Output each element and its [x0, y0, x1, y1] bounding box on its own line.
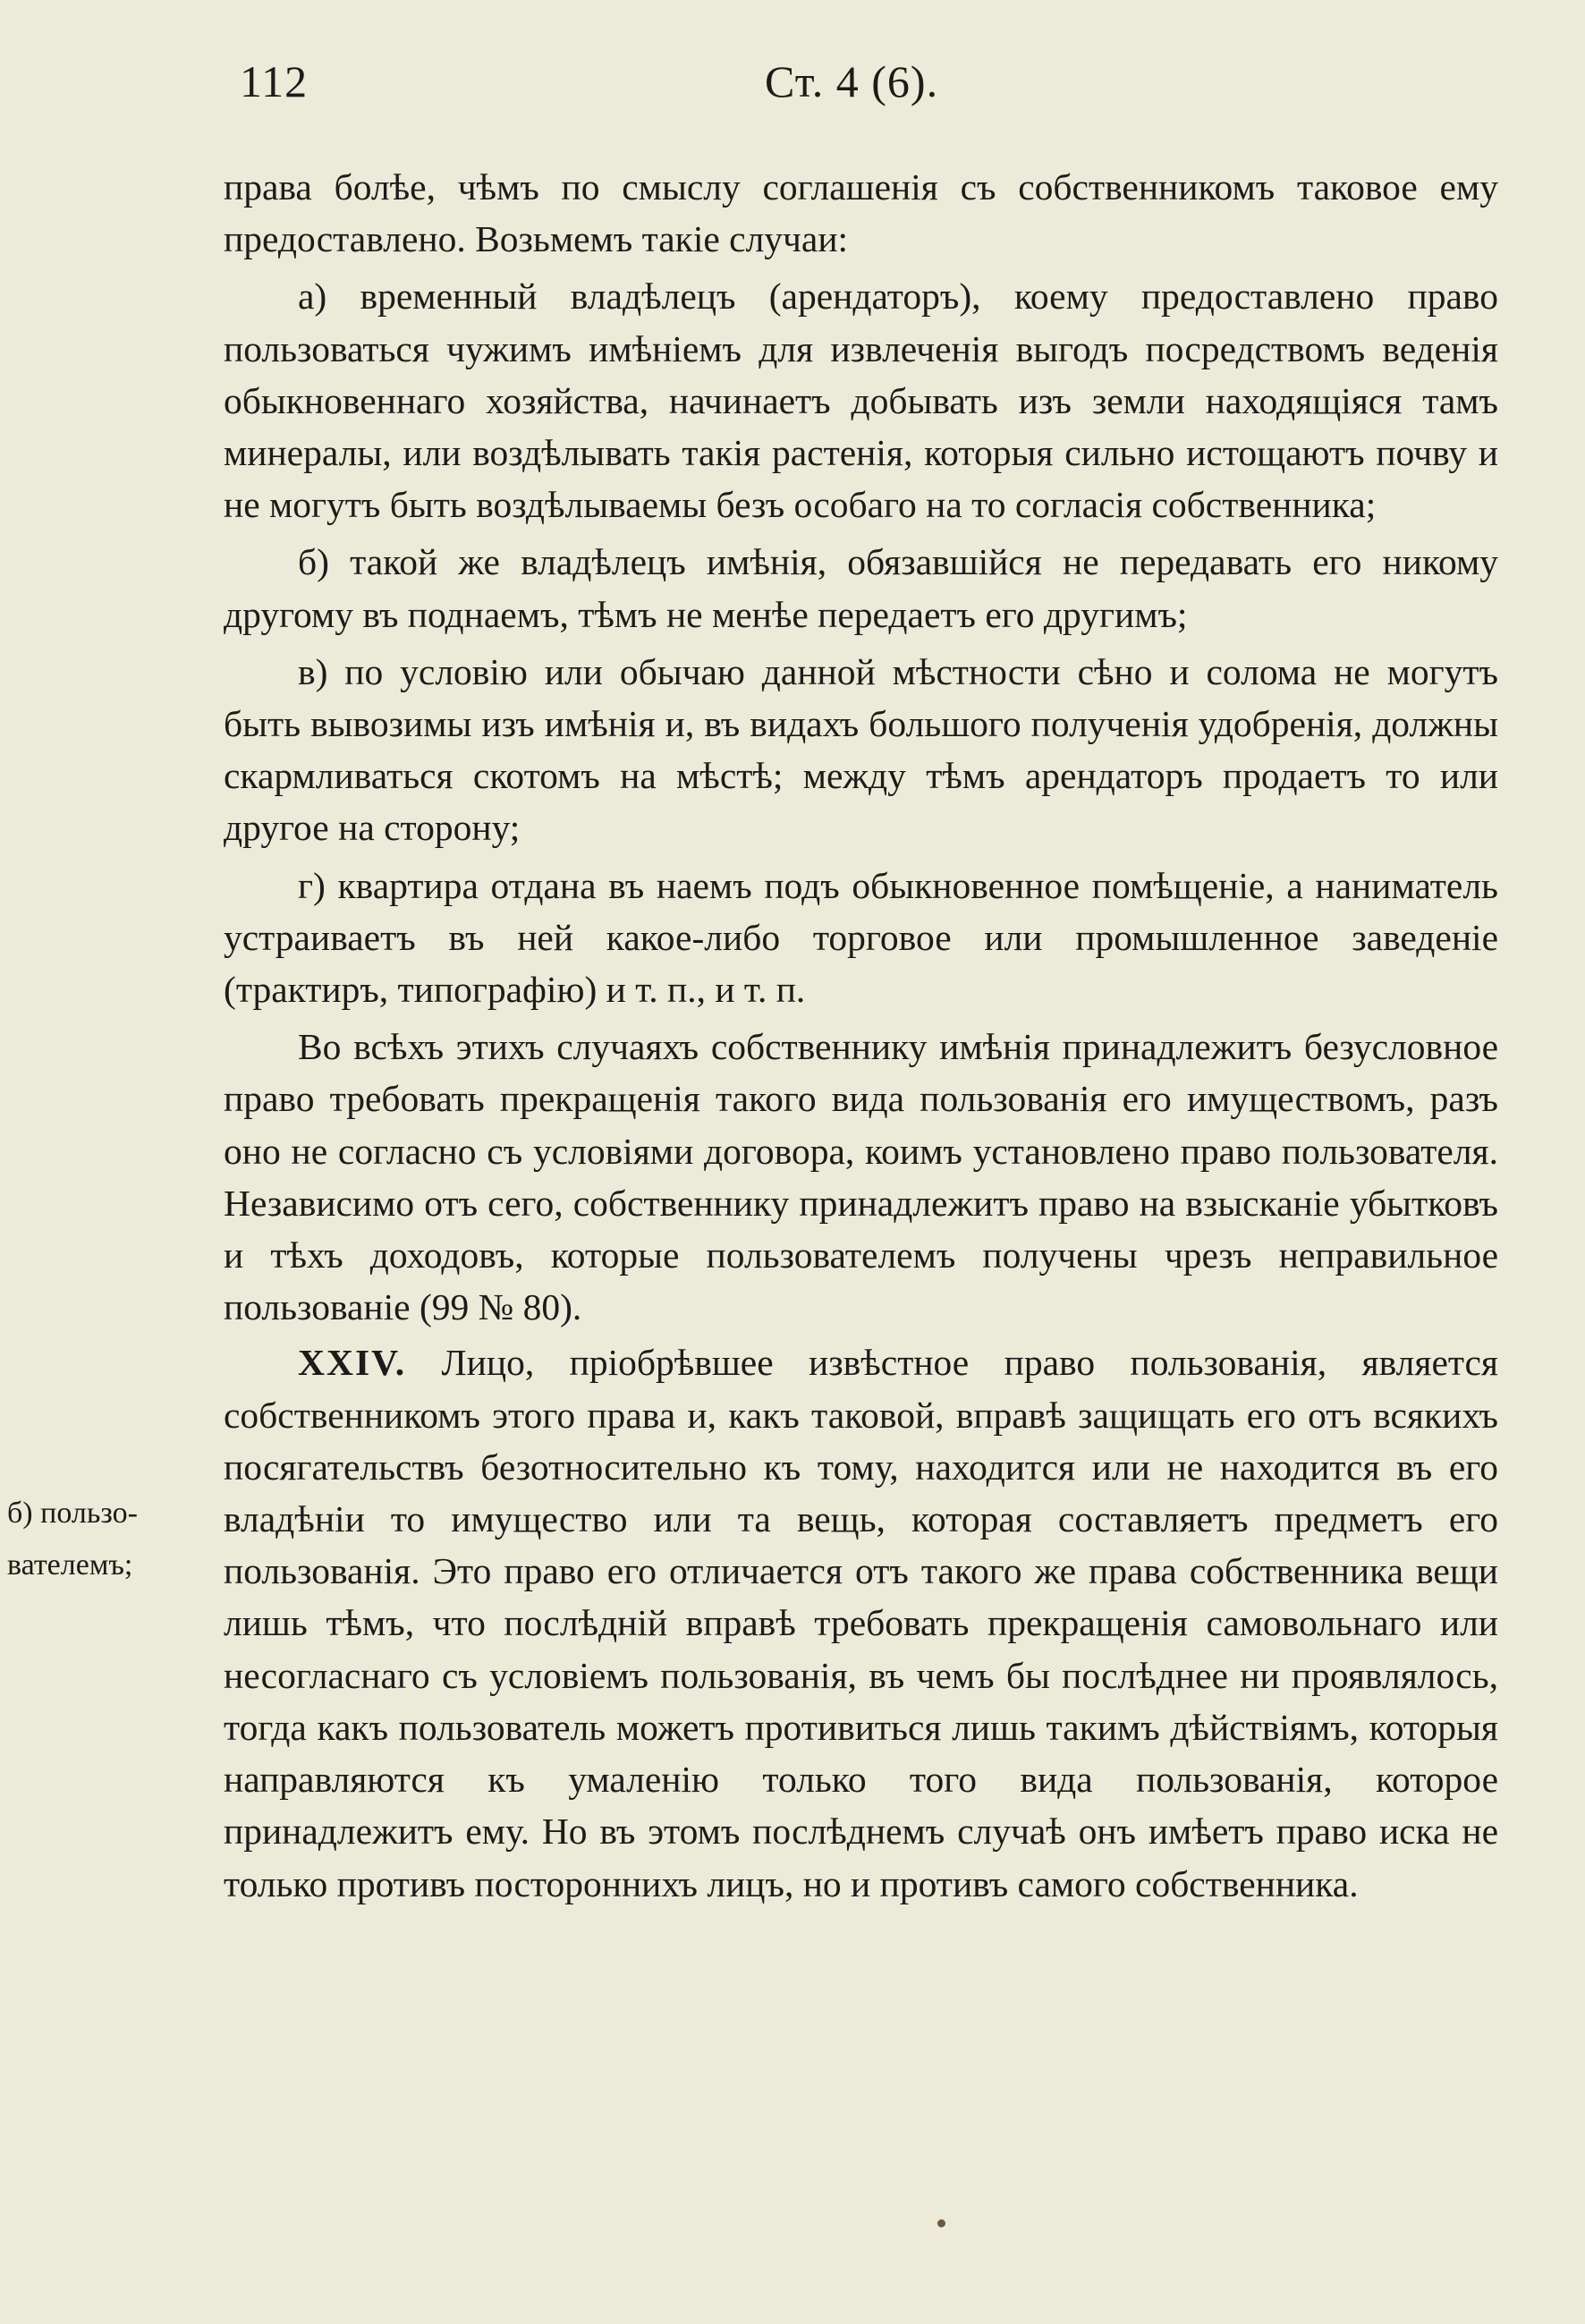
margin-note-line: вателемъ;	[7, 1548, 133, 1582]
section-text: Лицо, пріобрѣвшее извѣстное право пользованія, является собственникомъ этого права и, какъ таковой, вправѣ защищать его отъ всякихъ посягательствъ безотносительно къ тому, находится или не находится въ его владѣніи то имущество или та вещь, которая составляетъ предметъ его пользованія. Это право его отличается отъ такого же права собственника вещи лишь тѣмъ, что послѣдній вправѣ требовать прекращенія самовольнаго или несогласнаго съ условіемъ пользованія, въ чемъ бы послѣднее ни проявлялось, тогда какъ пользователь можетъ противиться лишь такимъ дѣйствіямъ, которыя направляются къ умаленію только того вида пользованія, которое принадлежитъ ему. Но въ этомъ послѣднемъ случаѣ онъ имѣетъ право иска не только противъ постороннихъ лицъ, но и противъ самого собственника.	[224, 1342, 1499, 1904]
paragraph: права болѣе, чѣмъ по смыслу соглашенія съ собственникомъ таковое ему предоставлено. Возьмемъ такіе случаи:	[224, 166, 1498, 260]
ink-dot	[937, 2219, 945, 2227]
section-paragraph	[224, 1336, 1498, 1909]
page-number: 112	[240, 56, 309, 106]
paragraph: Во всѣхъ этихъ случаяхъ собственнику имѣнія принадлежитъ безусловное право требовать прекращенія такого вида пользованія его имуществомъ, разъ оно не согласно съ условіями договора, коимъ установлено право пользователя. Независимо отъ сего, собственнику принадлежитъ право на взысканіе убытковъ и тѣхъ доходовъ, которые пользователемъ получены чрезъ неправильное пользованіе (99 № 80).	[224, 1026, 1498, 1328]
margin-note-line: б) пользо-	[7, 1497, 138, 1530]
paragraph: в) по условію или обычаю данной мѣстности сѣно и солома не могутъ быть вывозимы изъ имѣнія и, въ видахъ большого полученія удобренія, должны скармливаться скотомъ на мѣстѣ; между тѣмъ арендаторъ продаетъ то или другое на сторону;	[224, 650, 1498, 849]
paragraph: а) временный владѣлецъ (арендаторъ), коему предоставлено право пользоваться чужимъ имѣніемъ для извлеченія выгодъ посредствомъ веденія обыкновеннаго хозяйства, начинаетъ добывать изъ земли находящіяся тамъ минералы, или воздѣлывать такія растенія, которыя сильно истощаютъ почву и не могутъ быть воздѣлываемы безъ особаго на то согласія собственника;	[224, 276, 1498, 526]
body-text	[224, 161, 1498, 1910]
running-head: Ст. 4 (6).	[765, 56, 939, 106]
paragraph: г) квартира отдана въ наемъ подъ обыкновенное помѣщеніе, а наниматель устраиваетъ въ ней какое-либо торговое или промышленное заведеніе (трактиръ, типографію) и т. п., и т. п.	[224, 864, 1498, 1011]
section-number: XXIV.	[298, 1342, 407, 1384]
page-header	[0, 55, 1585, 118]
paragraph: б) такой же владѣлецъ имѣнія, обязавшійся не передавать его никому другому въ поднаемъ, тѣмъ не менѣе передаетъ его другимъ;	[224, 541, 1498, 635]
margin-note	[7, 1488, 213, 1591]
